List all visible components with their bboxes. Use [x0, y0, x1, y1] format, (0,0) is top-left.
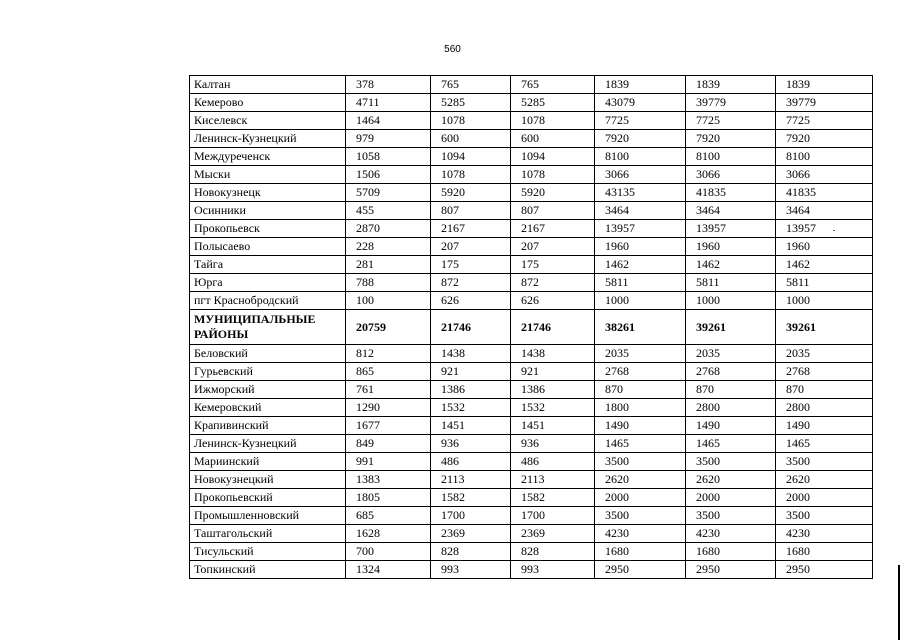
- table-row: [190, 166, 873, 184]
- value-cell: 1094: [431, 148, 511, 166]
- value-cell: 1000: [595, 292, 686, 310]
- value-cell: 486: [431, 453, 511, 471]
- value-cell: 2167: [511, 220, 595, 238]
- value-cell: 3066: [686, 166, 776, 184]
- table-row: [190, 76, 873, 94]
- value-cell: 175: [431, 256, 511, 274]
- row-name-cell: Беловский: [190, 345, 346, 363]
- value-cell: 1839: [595, 76, 686, 94]
- value-cell: 2369: [511, 525, 595, 543]
- value-cell: 43135: [595, 184, 686, 202]
- value-cell: 4711: [346, 94, 431, 112]
- table-row: [190, 435, 873, 453]
- value-cell: 2369: [431, 525, 511, 543]
- value-cell: 765: [511, 76, 595, 94]
- table-row: [190, 345, 873, 363]
- value-cell: 1058: [346, 148, 431, 166]
- value-cell: 1677: [346, 417, 431, 435]
- value-cell: 936: [431, 435, 511, 453]
- value-cell: 979: [346, 130, 431, 148]
- value-cell: 600: [511, 130, 595, 148]
- table-row: [190, 148, 873, 166]
- value-cell: 43079: [595, 94, 686, 112]
- value-cell: 1680: [686, 543, 776, 561]
- row-name-cell: Кемерово: [190, 94, 346, 112]
- scan-speck: [833, 230, 835, 231]
- value-cell: 812: [346, 345, 431, 363]
- value-cell: 4230: [776, 525, 873, 543]
- value-cell: 281: [346, 256, 431, 274]
- value-cell: 1078: [431, 112, 511, 130]
- value-cell: 1582: [511, 489, 595, 507]
- table-row: [190, 507, 873, 525]
- value-cell: 1290: [346, 399, 431, 417]
- row-name-cell: Ленинск-Кузнецкий: [190, 435, 346, 453]
- value-cell: 788: [346, 274, 431, 292]
- value-cell: 7920: [776, 130, 873, 148]
- value-cell: 921: [431, 363, 511, 381]
- value-cell: 378: [346, 76, 431, 94]
- value-cell: 1464: [346, 112, 431, 130]
- value-cell: 1532: [511, 399, 595, 417]
- scan-edge-mark: [898, 565, 900, 640]
- value-cell: 8100: [595, 148, 686, 166]
- value-cell: 3500: [776, 507, 873, 525]
- value-cell: 2950: [595, 561, 686, 579]
- value-cell: 2113: [431, 471, 511, 489]
- value-cell: 175: [511, 256, 595, 274]
- value-cell: 1462: [686, 256, 776, 274]
- value-cell: 2167: [431, 220, 511, 238]
- row-name-cell: Мариинский: [190, 453, 346, 471]
- value-cell: 700: [346, 543, 431, 561]
- value-cell: 1628: [346, 525, 431, 543]
- value-cell: 1462: [595, 256, 686, 274]
- value-cell: 39261: [686, 310, 776, 345]
- value-cell: 5920: [431, 184, 511, 202]
- table-row: [190, 256, 873, 274]
- value-cell: 7920: [686, 130, 776, 148]
- value-cell: 39779: [776, 94, 873, 112]
- row-name-cell: Промышленновский: [190, 507, 346, 525]
- value-cell: 1805: [346, 489, 431, 507]
- row-name-cell: пгт Краснобродский: [190, 292, 346, 310]
- row-name-cell: Калтан: [190, 76, 346, 94]
- value-cell: 1094: [511, 148, 595, 166]
- value-cell: 1800: [595, 399, 686, 417]
- value-cell: 2620: [595, 471, 686, 489]
- table-row: [190, 220, 873, 238]
- value-cell: 1490: [686, 417, 776, 435]
- value-cell: 1462: [776, 256, 873, 274]
- row-name-cell: Осинники: [190, 202, 346, 220]
- value-cell: 1438: [431, 345, 511, 363]
- data-table: [189, 75, 873, 579]
- value-cell: 2113: [511, 471, 595, 489]
- row-name-cell: Тисульский: [190, 543, 346, 561]
- value-cell: 1960: [776, 238, 873, 256]
- value-cell: 1680: [776, 543, 873, 561]
- value-cell: 991: [346, 453, 431, 471]
- value-cell: 2035: [776, 345, 873, 363]
- value-cell: 807: [431, 202, 511, 220]
- table-row: [190, 471, 873, 489]
- value-cell: 1582: [431, 489, 511, 507]
- value-cell: 455: [346, 202, 431, 220]
- value-cell: 7725: [686, 112, 776, 130]
- row-name-cell: Новокузнецкий: [190, 471, 346, 489]
- value-cell: 807: [511, 202, 595, 220]
- table-row: [190, 130, 873, 148]
- value-cell: 207: [431, 238, 511, 256]
- row-name-cell: Топкинский: [190, 561, 346, 579]
- value-cell: 761: [346, 381, 431, 399]
- row-name-cell: Гурьевский: [190, 363, 346, 381]
- row-name-cell: Новокузнецк: [190, 184, 346, 202]
- value-cell: 1078: [511, 166, 595, 184]
- value-cell: 1490: [776, 417, 873, 435]
- value-cell: 3066: [595, 166, 686, 184]
- value-cell: 2768: [776, 363, 873, 381]
- value-cell: 2620: [776, 471, 873, 489]
- row-name-cell: Ижморский: [190, 381, 346, 399]
- value-cell: 486: [511, 453, 595, 471]
- table-row: [190, 238, 873, 256]
- value-cell: 993: [511, 561, 595, 579]
- table-row: [190, 453, 873, 471]
- value-cell: 2768: [595, 363, 686, 381]
- table-row: [190, 489, 873, 507]
- table-row: [190, 399, 873, 417]
- value-cell: 685: [346, 507, 431, 525]
- table-row: [190, 561, 873, 579]
- value-cell: 100: [346, 292, 431, 310]
- value-cell: 2800: [776, 399, 873, 417]
- value-cell: 2000: [686, 489, 776, 507]
- value-cell: 828: [431, 543, 511, 561]
- value-cell: 1451: [511, 417, 595, 435]
- page-number: 560: [444, 44, 461, 55]
- value-cell: 1506: [346, 166, 431, 184]
- value-cell: 765: [431, 76, 511, 94]
- value-cell: 865: [346, 363, 431, 381]
- value-cell: 2870: [346, 220, 431, 238]
- value-cell: 872: [431, 274, 511, 292]
- value-cell: 3500: [595, 507, 686, 525]
- value-cell: 13957: [686, 220, 776, 238]
- row-name-cell: Полысаево: [190, 238, 346, 256]
- value-cell: 3500: [686, 507, 776, 525]
- row-name-cell: Крапивинский: [190, 417, 346, 435]
- value-cell: 2000: [776, 489, 873, 507]
- value-cell: 1438: [511, 345, 595, 363]
- value-cell: 626: [511, 292, 595, 310]
- value-cell: 1078: [431, 166, 511, 184]
- value-cell: 872: [511, 274, 595, 292]
- value-cell: 1960: [595, 238, 686, 256]
- value-cell: 5811: [686, 274, 776, 292]
- value-cell: 2768: [686, 363, 776, 381]
- value-cell: 1000: [686, 292, 776, 310]
- value-cell: 1490: [595, 417, 686, 435]
- table-row: [190, 525, 873, 543]
- row-name-cell: Междуреченск: [190, 148, 346, 166]
- value-cell: 20759: [346, 310, 431, 345]
- value-cell: 8100: [776, 148, 873, 166]
- value-cell: 1451: [431, 417, 511, 435]
- value-cell: 39779: [686, 94, 776, 112]
- row-name-cell: Прокопьевский: [190, 489, 346, 507]
- value-cell: 2035: [595, 345, 686, 363]
- value-cell: 2950: [776, 561, 873, 579]
- value-cell: 8100: [686, 148, 776, 166]
- value-cell: 7920: [595, 130, 686, 148]
- row-name-cell: Мыски: [190, 166, 346, 184]
- value-cell: 1383: [346, 471, 431, 489]
- value-cell: 4230: [686, 525, 776, 543]
- value-cell: 936: [511, 435, 595, 453]
- value-cell: 870: [686, 381, 776, 399]
- value-cell: 870: [776, 381, 873, 399]
- value-cell: 1960: [686, 238, 776, 256]
- value-cell: 13957: [776, 220, 873, 238]
- row-name-cell: Прокопьевск: [190, 220, 346, 238]
- table-row: [190, 543, 873, 561]
- row-name-cell: Таштагольский: [190, 525, 346, 543]
- table-row: [190, 381, 873, 399]
- table-row: [190, 274, 873, 292]
- row-name-cell: Юрга: [190, 274, 346, 292]
- value-cell: 4230: [595, 525, 686, 543]
- value-cell: 921: [511, 363, 595, 381]
- value-cell: 600: [431, 130, 511, 148]
- value-cell: 5285: [511, 94, 595, 112]
- table-row: [190, 94, 873, 112]
- value-cell: 3464: [686, 202, 776, 220]
- value-cell: 3464: [776, 202, 873, 220]
- value-cell: 5709: [346, 184, 431, 202]
- value-cell: 21746: [431, 310, 511, 345]
- value-cell: 1465: [776, 435, 873, 453]
- row-name-cell: Тайга: [190, 256, 346, 274]
- value-cell: 1839: [776, 76, 873, 94]
- value-cell: 21746: [511, 310, 595, 345]
- value-cell: 41835: [776, 184, 873, 202]
- value-cell: 1386: [431, 381, 511, 399]
- value-cell: 1324: [346, 561, 431, 579]
- table-row: [190, 202, 873, 220]
- value-cell: 1465: [595, 435, 686, 453]
- value-cell: 5285: [431, 94, 511, 112]
- value-cell: 1078: [511, 112, 595, 130]
- table-row: [190, 184, 873, 202]
- value-cell: 3500: [595, 453, 686, 471]
- value-cell: 2800: [686, 399, 776, 417]
- value-cell: 1680: [595, 543, 686, 561]
- value-cell: 3500: [686, 453, 776, 471]
- value-cell: 7725: [776, 112, 873, 130]
- table-body: [190, 76, 873, 579]
- value-cell: 1839: [686, 76, 776, 94]
- value-cell: 7725: [595, 112, 686, 130]
- value-cell: 5811: [776, 274, 873, 292]
- table-row: [190, 417, 873, 435]
- value-cell: 13957: [595, 220, 686, 238]
- value-cell: 1465: [686, 435, 776, 453]
- value-cell: 849: [346, 435, 431, 453]
- value-cell: 2620: [686, 471, 776, 489]
- value-cell: 5920: [511, 184, 595, 202]
- value-cell: 41835: [686, 184, 776, 202]
- value-cell: 1532: [431, 399, 511, 417]
- value-cell: 1386: [511, 381, 595, 399]
- value-cell: 5811: [595, 274, 686, 292]
- table-row: [190, 363, 873, 381]
- row-name-cell: Кемеровский: [190, 399, 346, 417]
- value-cell: 3066: [776, 166, 873, 184]
- value-cell: 38261: [595, 310, 686, 345]
- row-name-cell: Ленинск-Кузнецкий: [190, 130, 346, 148]
- value-cell: 993: [431, 561, 511, 579]
- value-cell: 870: [595, 381, 686, 399]
- section-row: [190, 310, 873, 345]
- value-cell: 2950: [686, 561, 776, 579]
- value-cell: 2035: [686, 345, 776, 363]
- value-cell: 1000: [776, 292, 873, 310]
- value-cell: 1700: [431, 507, 511, 525]
- value-cell: 3500: [776, 453, 873, 471]
- row-name-cell: Киселевск: [190, 112, 346, 130]
- table-row: [190, 112, 873, 130]
- value-cell: 626: [431, 292, 511, 310]
- value-cell: 228: [346, 238, 431, 256]
- value-cell: 1700: [511, 507, 595, 525]
- value-cell: 828: [511, 543, 595, 561]
- value-cell: 3464: [595, 202, 686, 220]
- value-cell: 2000: [595, 489, 686, 507]
- row-name-cell: МУНИЦИПАЛЬНЫЕ РАЙОНЫ: [190, 310, 346, 345]
- table-row: [190, 292, 873, 310]
- value-cell: 207: [511, 238, 595, 256]
- value-cell: 39261: [776, 310, 873, 345]
